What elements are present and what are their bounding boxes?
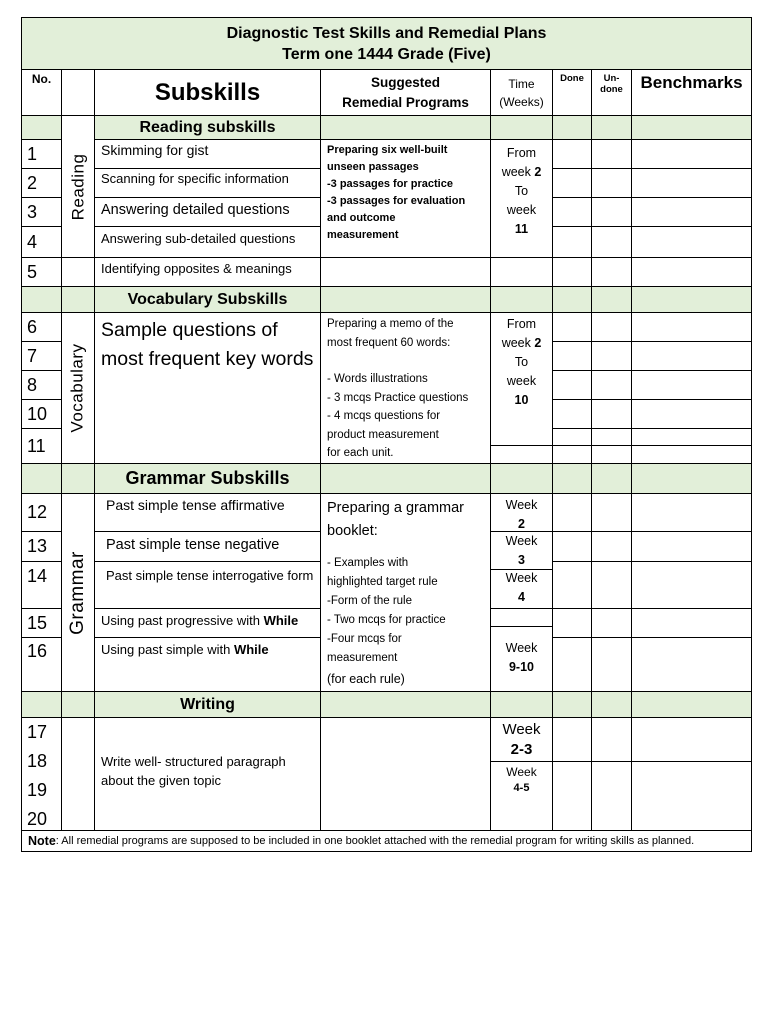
time-line: week	[506, 203, 537, 217]
section-spacer	[490, 115, 553, 140]
row-number: 1	[21, 139, 62, 169]
remedial-line: Preparing six well-built	[327, 144, 448, 156]
subskill-label	[94, 637, 321, 692]
remedial-line: -3 passages for practice	[327, 178, 453, 190]
section-spacer	[21, 115, 62, 140]
time-line: week	[501, 336, 535, 350]
section-spacer	[631, 463, 752, 494]
remedial-spacer	[327, 543, 484, 554]
time-reading	[490, 139, 553, 258]
category-reading	[61, 115, 95, 258]
remedial-line: product measurement	[327, 428, 439, 441]
remedial-line: (for each rule)	[327, 672, 405, 686]
benchmark-cell[interactable]	[631, 139, 752, 169]
row-number: 16	[21, 637, 62, 692]
undone-cell[interactable]	[591, 370, 632, 400]
done-cell[interactable]	[552, 493, 592, 532]
category-empty	[61, 717, 95, 831]
remedial-line: measurement	[327, 652, 398, 664]
undone-cell[interactable]	[591, 139, 632, 169]
benchmark-cell[interactable]	[631, 428, 752, 446]
row-number: 15	[21, 608, 62, 638]
time-week-number: 4	[518, 590, 525, 604]
undone-cell[interactable]	[591, 168, 632, 198]
remedial-line: - Two mcqs for practice	[327, 614, 446, 626]
row-number: 19	[27, 780, 48, 800]
remedial-vocabulary	[320, 312, 491, 464]
time-week-number: 2-3	[510, 741, 533, 758]
done-cell[interactable]	[552, 608, 592, 638]
undone-cell[interactable]	[591, 257, 632, 287]
row-number: 8	[21, 370, 62, 400]
done-cell[interactable]	[552, 761, 592, 831]
header-subskills: Subskills	[94, 69, 321, 116]
time-writing	[490, 761, 553, 831]
time-line: To	[514, 184, 529, 198]
row-number: 3	[21, 197, 62, 227]
remedial-line: and outcome	[327, 212, 396, 224]
header-time-line-1: Time	[508, 76, 535, 91]
benchmark-cell[interactable]	[631, 445, 752, 464]
time-grammar	[490, 531, 553, 570]
time-week-number: 2	[518, 517, 525, 531]
time-line: Week	[505, 498, 538, 512]
remedial-heading: Preparing a grammar booklet:	[327, 500, 464, 539]
done-cell[interactable]	[552, 637, 592, 692]
undone-cell[interactable]	[591, 341, 632, 371]
header-benchmarks: Benchmarks	[631, 69, 752, 116]
remedial-line: measurement	[327, 229, 399, 241]
time-writing	[490, 717, 553, 762]
section-spacer	[320, 691, 491, 718]
section-vocabulary: Vocabulary Subskills	[94, 286, 321, 313]
row-number: 4	[21, 226, 62, 258]
row-number: 5	[21, 257, 62, 287]
header-remedial-line-1: Suggested	[370, 74, 440, 90]
undone-cell[interactable]	[591, 493, 632, 532]
time-empty	[490, 445, 553, 464]
remedial-line: most frequent 60 words:	[327, 336, 451, 349]
benchmark-cell[interactable]	[631, 493, 752, 532]
title-line-1: Diagnostic Test Skills and Remedial Plans	[226, 24, 547, 42]
time-week-number: 9-10	[508, 660, 535, 674]
header-done: Done	[552, 69, 592, 116]
undone-cell[interactable]	[591, 717, 632, 762]
done-cell[interactable]	[552, 531, 592, 562]
benchmark-cell[interactable]	[631, 608, 752, 638]
section-spacer	[552, 463, 592, 494]
section-writing: Writing	[94, 691, 321, 718]
done-cell[interactable]	[552, 257, 592, 287]
undone-cell[interactable]	[591, 637, 632, 692]
time-line: week	[506, 374, 537, 388]
subskill-label: Identifying opposites & meanings	[94, 257, 321, 287]
section-spacer	[21, 691, 62, 718]
time-line: Week	[502, 721, 541, 738]
benchmark-cell[interactable]	[631, 761, 752, 831]
header-time-line-2: (Weeks)	[499, 94, 544, 109]
remedial-empty	[320, 717, 491, 831]
subskill-label-keyword: While	[263, 613, 299, 628]
done-cell[interactable]	[552, 341, 592, 371]
remedial-line: - 3 mcqs Practice questions	[327, 391, 469, 404]
section-spacer	[21, 286, 62, 313]
time-week-number: 2	[534, 336, 542, 350]
time-week-number: 4-5	[513, 782, 530, 794]
header-no: No.	[21, 69, 62, 116]
note-label: Note	[28, 834, 56, 848]
table-title	[21, 17, 752, 70]
section-spacer	[320, 463, 491, 494]
row-number: 14	[21, 561, 62, 609]
row-number: 17	[27, 722, 48, 742]
done-cell[interactable]	[552, 197, 592, 227]
time-empty	[490, 257, 553, 287]
row-number: 10	[21, 399, 62, 429]
time-week-number: 3	[518, 553, 525, 567]
section-spacer	[21, 463, 62, 494]
section-spacer	[552, 286, 592, 313]
done-cell[interactable]	[552, 399, 592, 429]
time-line: Week	[505, 641, 538, 655]
header-remedial	[320, 69, 491, 116]
section-spacer	[591, 115, 632, 140]
remedial-plan-table	[22, 18, 752, 852]
remedial-line: -3 passages for evaluation	[327, 195, 466, 207]
section-spacer	[490, 463, 553, 494]
note-text: : All remedial programs are supposed to be included in one booklet attached with the remedial program for writing skills as planned.	[55, 835, 695, 847]
row-number: 7	[21, 341, 62, 371]
category-empty	[61, 257, 95, 287]
subskill-label: Scanning for specific information	[94, 168, 321, 198]
section-spacer	[61, 463, 95, 494]
done-cell[interactable]	[552, 226, 592, 258]
undone-cell[interactable]	[591, 226, 632, 258]
remedial-line: Preparing a memo of the	[327, 318, 454, 330]
done-cell[interactable]	[552, 717, 592, 762]
undone-cell[interactable]	[591, 531, 632, 562]
row-number: 13	[21, 531, 62, 562]
benchmark-cell[interactable]	[631, 399, 752, 429]
remedial-grammar	[320, 493, 491, 692]
benchmark-cell[interactable]	[631, 168, 752, 198]
remedial-reading	[320, 139, 491, 258]
time-week-number: 10	[514, 393, 529, 407]
time-grammar	[490, 493, 553, 532]
benchmark-cell[interactable]	[631, 226, 752, 258]
subskill-label: Past simple tense negative	[94, 531, 321, 562]
header-remedial-line-2: Remedial Programs	[342, 94, 469, 110]
remedial-line: - 4 mcqs questions for	[327, 410, 441, 422]
done-cell[interactable]	[552, 312, 592, 342]
remedial-line	[327, 352, 484, 370]
section-spacer	[591, 691, 632, 718]
subskill-label: Answering detailed questions	[94, 197, 321, 227]
category-grammar	[61, 493, 95, 692]
done-cell[interactable]	[552, 139, 592, 169]
section-spacer	[631, 691, 752, 718]
subskill-label-text: Using past progressive with	[101, 613, 264, 628]
section-spacer	[591, 463, 632, 494]
row-number: 6	[21, 312, 62, 342]
remedial-empty	[320, 257, 491, 287]
remedial-line: - Examples with	[327, 557, 409, 569]
header-undone-line-2: done	[600, 84, 623, 95]
time-week-number: 2	[534, 165, 542, 179]
subskill-label: Answering sub-detailed questions	[94, 226, 321, 258]
section-spacer	[631, 115, 752, 140]
header-category	[61, 69, 95, 116]
subskill-label	[94, 608, 321, 638]
section-spacer	[61, 691, 95, 718]
subskill-label: Past simple tense interrogative form	[94, 561, 321, 609]
subskill-label-text: Using past simple with	[101, 642, 234, 657]
remedial-line: for each unit.	[327, 447, 394, 459]
undone-cell[interactable]	[591, 445, 632, 464]
writing-numbers	[21, 717, 62, 831]
title-line-2: Term one 1444 Grade (Five)	[282, 45, 491, 63]
row-number: 11	[21, 428, 62, 464]
subskill-label: Write well- structured paragraph about the given topic	[94, 717, 321, 831]
row-number: 20	[27, 809, 48, 829]
section-spacer	[320, 115, 491, 140]
undone-cell[interactable]	[591, 197, 632, 227]
time-vocabulary	[490, 312, 553, 446]
section-spacer	[490, 691, 553, 718]
section-reading: Reading subskills	[94, 115, 321, 140]
header-undone	[591, 69, 632, 116]
time-line: From	[506, 146, 537, 160]
time-empty	[490, 608, 553, 627]
undone-cell[interactable]	[591, 761, 632, 831]
done-cell[interactable]	[552, 428, 592, 446]
time-line: From	[506, 317, 537, 331]
benchmark-cell[interactable]	[631, 637, 752, 692]
subskill-label: Skimming for gist	[94, 139, 321, 169]
benchmark-cell[interactable]	[631, 312, 752, 342]
category-vocabulary-label: Vocabulary	[68, 343, 87, 433]
header-time	[490, 69, 553, 116]
undone-cell[interactable]	[591, 608, 632, 638]
section-spacer	[591, 286, 632, 313]
remedial-line: - Words illustrations	[327, 373, 428, 385]
category-reading-label: Reading	[68, 153, 88, 220]
undone-cell[interactable]	[591, 312, 632, 342]
row-number: 2	[21, 168, 62, 198]
time-line: week	[501, 165, 535, 179]
benchmark-cell[interactable]	[631, 717, 752, 762]
section-spacer	[61, 286, 95, 313]
time-grammar	[490, 626, 553, 692]
subskill-label-keyword: While	[233, 642, 269, 657]
time-line: Week	[505, 534, 538, 548]
category-vocabulary	[61, 312, 95, 464]
remedial-line: highlighted target rule	[327, 576, 438, 588]
section-grammar: Grammar Subskills	[94, 463, 321, 494]
time-line: Week	[505, 571, 538, 585]
section-spacer	[552, 115, 592, 140]
remedial-line: -Four mcqs for	[327, 633, 402, 645]
done-cell[interactable]	[552, 445, 592, 464]
time-week-number: 11	[514, 222, 529, 236]
category-grammar-label: Grammar	[67, 550, 89, 635]
subskill-label: Past simple tense affirmative	[94, 493, 321, 532]
remedial-line: unseen passages	[327, 161, 419, 173]
remedial-line: -Form of the rule	[327, 595, 412, 607]
benchmark-cell[interactable]	[631, 341, 752, 371]
benchmark-cell[interactable]	[631, 531, 752, 562]
done-cell[interactable]	[552, 561, 592, 609]
section-spacer	[490, 286, 553, 313]
row-number: 12	[21, 493, 62, 532]
done-cell[interactable]	[552, 168, 592, 198]
time-line: Week	[506, 765, 537, 779]
header-undone-line-1: Un-	[603, 73, 620, 84]
benchmark-cell[interactable]	[631, 257, 752, 287]
benchmark-cell[interactable]	[631, 197, 752, 227]
benchmark-cell[interactable]	[631, 370, 752, 400]
benchmark-cell[interactable]	[631, 561, 752, 609]
undone-cell[interactable]	[591, 561, 632, 609]
undone-cell[interactable]	[591, 399, 632, 429]
undone-cell[interactable]	[591, 428, 632, 446]
time-line: To	[514, 355, 529, 369]
subskill-label: Sample questions of most frequent key words	[94, 312, 321, 464]
section-spacer	[631, 286, 752, 313]
table-note	[21, 830, 752, 852]
done-cell[interactable]	[552, 370, 592, 400]
time-grammar	[490, 569, 553, 609]
section-spacer	[552, 691, 592, 718]
section-spacer	[320, 286, 491, 313]
row-number: 18	[27, 751, 48, 771]
